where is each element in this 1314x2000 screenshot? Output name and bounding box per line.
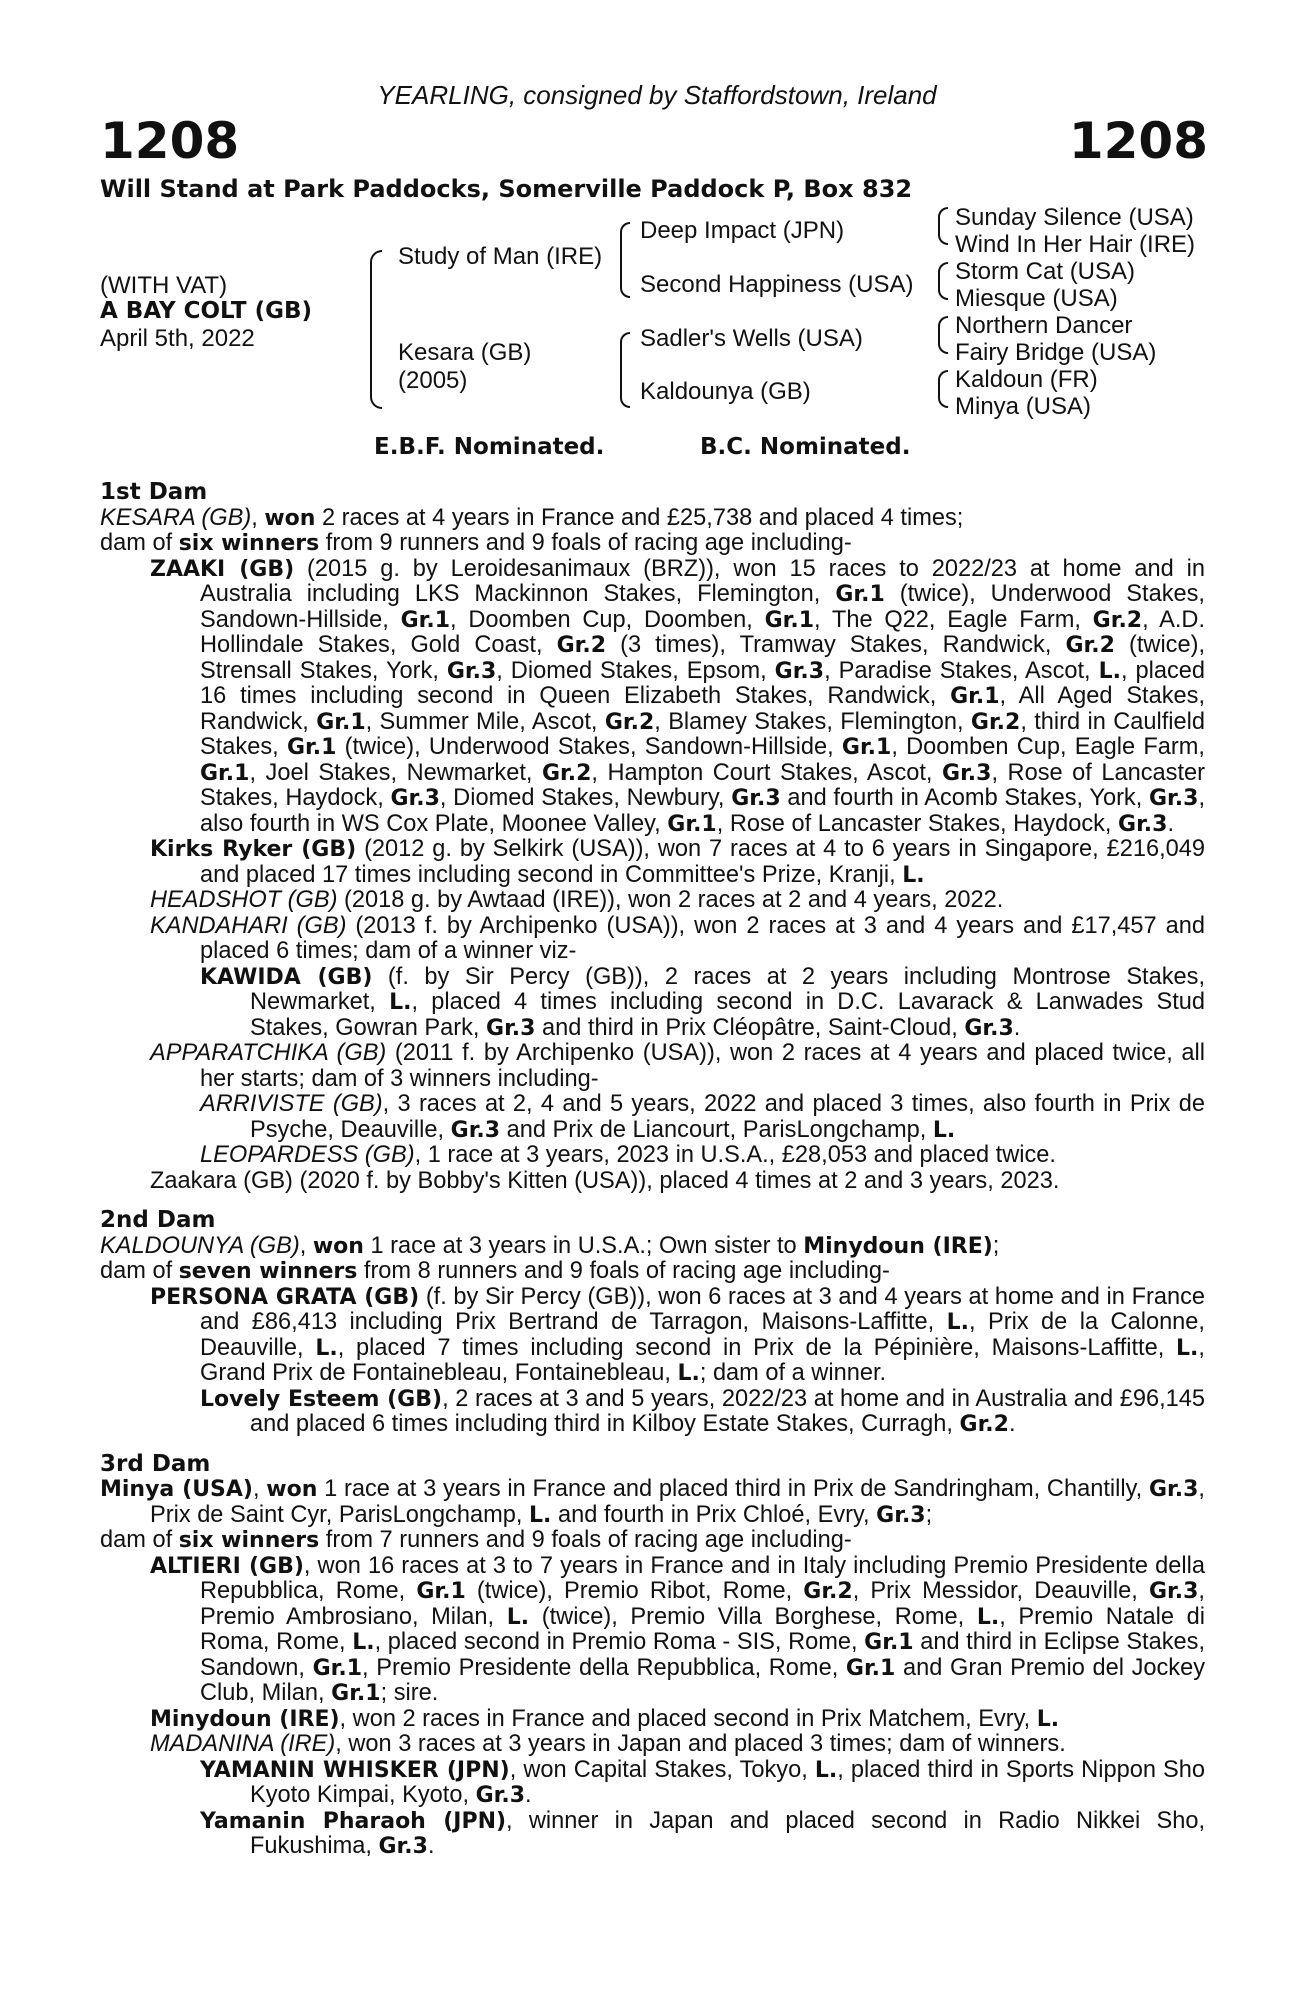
ds-sire: Northern Dancer	[955, 312, 1133, 339]
sire-sire: Deep Impact (JPN)	[640, 217, 845, 244]
horse-name: A BAY COLT (GB)	[100, 298, 313, 324]
dd-dam: Minya (USA)	[955, 393, 1092, 420]
progeny-minydoun: Minydoun (IRE), won 2 races in France and placed second in Prix Matchem, Evry, L.	[150, 1705, 1060, 1732]
progeny-leopardess: LEOPARDESS (GB), 1 race at 3 years, 2023 in U.S.A., £28,053 and placed twice.	[200, 1142, 1056, 1168]
dam2-record: KALDOUNYA (GB), won 1 race at 3 years in U.S.A.; Own sister to Minydoun (IRE);	[100, 1232, 1000, 1259]
bc-nominated: B.C. Nominated.	[700, 434, 911, 460]
progeny-kirks-ryker: Kirks Ryker (GB) (2012 g. by Selkirk (USA)), won 7 races at 4 to 6 years in Singapore, £216,049 and placed 17 times including second in Committee's Prize, Kranji, L.	[150, 836, 1205, 888]
progeny-apparatchika: APPARATCHIKA (GB) (2011 f. by Archipenko (USA)), won 2 races at 4 years and placed twice, all her starts; dam of 3 winners including-	[150, 1040, 1205, 1092]
sd-dam: Miesque (USA)	[955, 285, 1118, 312]
brace-dd	[938, 370, 948, 408]
stand-location: Will Stand at Park Paddocks, Somerville Paddock P, Box 832	[100, 175, 913, 203]
sd-sire: Storm Cat (USA)	[955, 258, 1136, 285]
progeny-lovely-esteem: Lovely Esteem (GB), 2 races at 3 and 5 years, 2022/23 at home and in Australia and £96,145 and placed 6 times including third in Kilboy Estate Stakes, Curragh, Gr.2.	[200, 1385, 1206, 1437]
progeny-zaakara: Zaakara (GB) (2020 f. by Bobby's Kitten (USA)), placed 4 times at 2 and 3 years, 2023.	[150, 1167, 1060, 1194]
brace-main	[370, 250, 382, 409]
progeny-madanina: MADANINA (IRE), won 3 races at 3 years in Japan and placed 3 times; dam of winners.	[150, 1731, 1066, 1757]
dam2-heading: 2nd Dam	[100, 1207, 216, 1233]
ss-sire: Sunday Silence (USA)	[955, 204, 1194, 231]
horse-dob: April 5th, 2022	[100, 325, 255, 352]
progeny-kawida: KAWIDA (GB) (f. by Sir Percy (GB)), 2 races at 2 years including Montrose Stakes, Newmarket, L., placed 4 times including second in D.C. Lavarack & Lanwades Stud Stakes, Gowran Park, Gr.3 and third in Prix Cléopâtre, Saint-Cloud, Gr.3.	[200, 963, 1206, 1041]
dam1-produce: dam of six winners from 9 runners and 9 foals of racing age including-	[100, 530, 852, 556]
progeny-arriviste: ARRIVISTE (GB), 3 races at 2, 4 and 5 years, 2022 and placed 3 times, also fourth in Prix de Psyche, Deauville, Gr.3 and Prix de Liancourt, ParisLongchamp, L.	[200, 1091, 1205, 1143]
ebf-nominated: E.B.F. Nominated.	[374, 434, 605, 460]
progeny-headshot: HEADSHOT (GB) (2018 g. by Awtaad (IRE)), won 2 races at 2 and 4 years, 2022.	[150, 887, 1004, 913]
dam: Kesara (GB)	[398, 339, 532, 366]
dd-sire: Kaldoun (FR)	[955, 366, 1098, 393]
dam2-produce: dam of seven winners from 8 runners and 9 foals of racing age including-	[100, 1258, 890, 1284]
lot-number-right: 1208	[1068, 112, 1208, 170]
dam-sire: Sadler's Wells (USA)	[640, 325, 863, 352]
consignment-line: YEARLING, consigned by Staffordstown, Ireland	[377, 80, 937, 110]
dam1-heading: 1st Dam	[100, 479, 208, 505]
dam1-record: KESARA (GB), won 2 races at 4 years in France and £25,738 and placed 4 times;	[100, 504, 964, 531]
dam-year: (2005)	[398, 367, 468, 394]
dam3-heading: 3rd Dam	[100, 1450, 211, 1477]
lot-number-left: 1208	[100, 112, 240, 170]
progeny-persona-grata: PERSONA GRATA (GB) (f. by Sir Percy (GB)), won 6 races at 3 and 4 years at home and in France and £86,413 including Prix Bertrand de Tarragon, Maisons-Laffitte, L., Prix de la Calonne, Deauville, L., placed 7 times including second in Prix de la Pépinière, Maisons-Laffitte, L., Grand Prix de Fontainebleau, Fontainebleau, L.; dam of a winner.	[150, 1283, 1206, 1386]
catalogue-body	[100, 480, 1205, 1860]
dam3-produce: dam of six winners from 7 runners and 9 foals of racing age including-	[100, 1527, 852, 1553]
progeny-kandahari: KANDAHARI (GB) (2013 f. by Archipenko (USA)), won 2 races at 3 and 4 years and £17,457 and placed 6 times; dam of a winner viz-	[150, 912, 1205, 964]
dam-dam: Kaldounya (GB)	[640, 378, 811, 405]
sire-dam: Second Happiness (USA)	[640, 271, 914, 298]
brace-sire	[620, 222, 630, 298]
progeny-zaaki: ZAAKI (GB) (2015 g. by Leroidesanimaux (BRZ)), won 15 races to 2022/23 at home and in Australia including LKS Mackinnon Stakes, Flemington, Gr.1 (twice), Underwood Stakes, Sandown-Hillside, Gr.1, Doomben Cup, Doomben, Gr.1, The Q22, Eagle Farm, Gr.2, A.D. Hollindale Stakes, Gold Coast, Gr.2 (3 times), Tramway Stakes, Randwick, Gr.2 (twice), Strensall Stakes, York, Gr.3, Diomed Stakes, Epsom, Gr.3, Paradise Stakes, Ascot, L., placed 16 times including second in Queen Elizabeth Stakes, Randwick, Gr.1, All Aged Stakes, Randwick, Gr.1, Summer Mile, Ascot, Gr.2, Blamey Stakes, Flemington, Gr.2, third in Caulfield Stakes, Gr.1 (twice), Underwood Stakes, Sandown-Hillside, Gr.1, Doomben Cup, Eagle Farm, Gr.1, Joel Stakes, Newmarket, Gr.2, Hampton Court Stakes, Ascot, Gr.3, Rose of Lancaster Stakes, Haydock, Gr.3, Diomed Stakes, Newbury, Gr.3 and fourth in Acomb Stakes, York, Gr.3, also fourth in WS Cox Plate, Moonee Valley, Gr.1, Rose of Lancaster Stakes, Haydock, Gr.3.	[150, 555, 1206, 837]
brace-dam	[620, 332, 630, 408]
brace-ss	[938, 207, 948, 245]
ds-dam: Fairy Bridge (USA)	[955, 339, 1157, 366]
progeny-altieri: ALTIERI (GB), won 16 races at 3 to 7 years in France and in Italy including Premio Presidente della Repubblica, Rome, Gr.1 (twice), Premio Ribot, Rome, Gr.2, Prix Messidor, Deauville, Gr.3, Premio Ambrosiano, Milan, L. (twice), Premio Villa Borghese, Rome, L., Premio Natale di Roma, Rome, L., placed second in Premio Roma - SIS, Rome, Gr.1 and third in Eclipse Stakes, Sandown, Gr.1, Premio Presidente della Repubblica, Rome, Gr.1 and Gran Premio del Jockey Club, Milan, Gr.1; sire.	[150, 1552, 1206, 1706]
brace-ds	[938, 316, 948, 354]
progeny-yamanin-pharaoh: Yamanin Pharaoh (JPN), winner in Japan and placed second in Radio Nikkei Sho, Fukushima, Gr.3.	[200, 1807, 1205, 1859]
vat-note: (WITH VAT)	[100, 272, 228, 299]
sire: Study of Man (IRE)	[398, 243, 603, 270]
progeny-yamanin-whisker: YAMANIN WHISKER (JPN), won Capital Stakes, Tokyo, L., placed third in Sports Nippon Sho Kyoto Kimpai, Kyoto, Gr.3.	[200, 1756, 1206, 1808]
ss-dam: Wind In Her Hair (IRE)	[955, 231, 1196, 258]
brace-sd	[938, 262, 948, 300]
dam3-record: Minya (USA), won 1 race at 3 years in France and placed third in Prix de Sandringham, Chantilly, Gr.3, Prix de Saint Cyr, ParisLongchamp, L. and fourth in Prix Chloé, Evry, Gr.3;	[100, 1476, 1205, 1528]
